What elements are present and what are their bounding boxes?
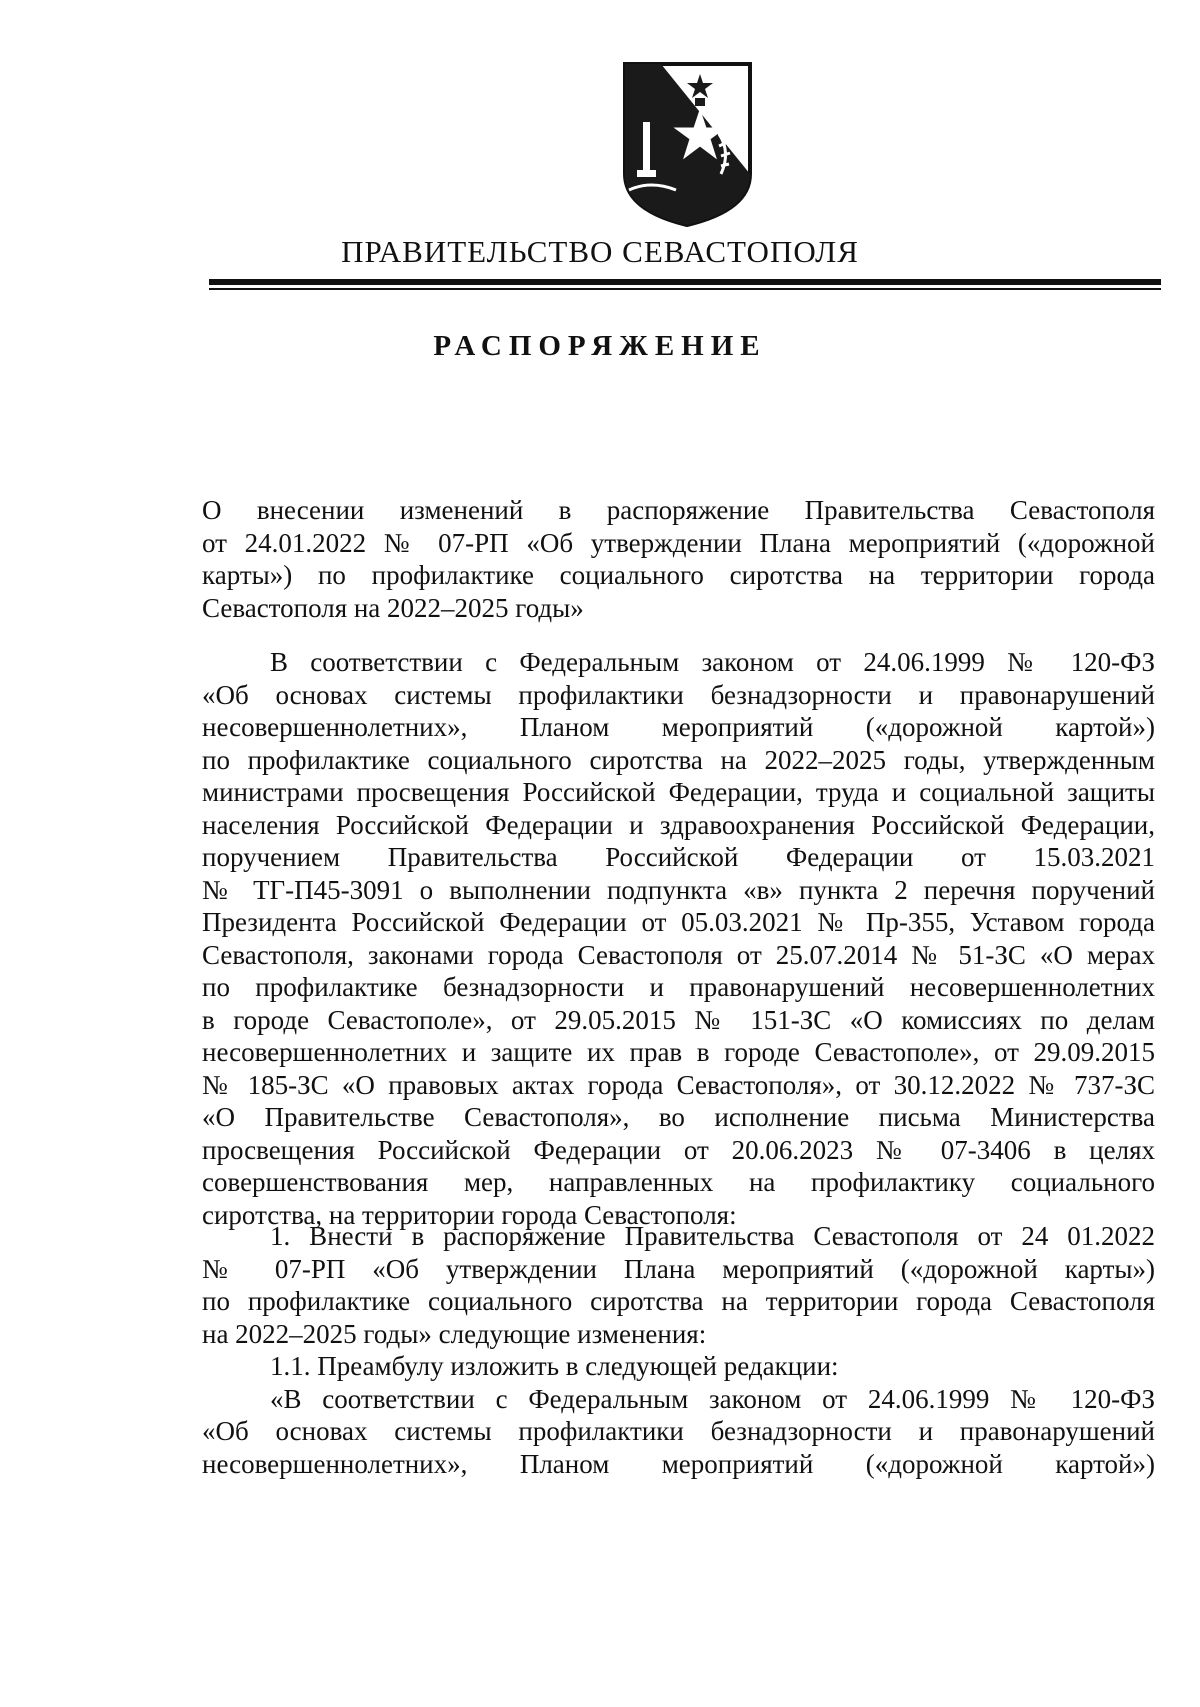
- item-line: на 2022–2025 годы» следующие изменения:: [202, 1318, 707, 1349]
- preamble-line: министрами просвещения Российской Федерации, труда и социальной защиты: [202, 777, 1155, 807]
- preamble-line: № ТГ-П45-3091 о выполнении подпункта «в» пункта 2 перечня поручений: [202, 874, 1155, 905]
- item-line: «В соответствии с Федеральным законом от 24.06.1999 № 120-ФЗ: [270, 1383, 1155, 1414]
- coat-of-arms-icon: [621, 62, 754, 227]
- preamble-line: совершенствования мер, направленных на профилактику социального: [202, 1167, 1155, 1197]
- preamble-line: по профилактике социального сиротства на 2022–2025 годы, утвержденным: [202, 744, 1155, 775]
- preamble-line: В соответствии с Федеральным законом от 24.06.1999 № 120-ФЗ: [270, 647, 1155, 677]
- document-title: [202, 494, 1155, 624]
- title-line: Севастополя на 2022–2025 годы»: [202, 592, 584, 623]
- item-line: по профилактике социального сиротства на территории города Севастополя: [202, 1286, 1155, 1316]
- preamble-line: «О Правительстве Севастополя», во исполнение письма Министерства: [202, 1102, 1155, 1132]
- preamble-paragraph: [202, 646, 1155, 1231]
- preamble-line: по профилактике безнадзорности и правонарушений несовершеннолетних: [202, 972, 1155, 1002]
- item-line: «Об основах системы профилактики безнадзорности и правонарушений: [202, 1416, 1155, 1446]
- item-line: 1. Внести в распоряжение Правительства Севастополя от 24 01.2022: [270, 1221, 1155, 1251]
- preamble-line: просвещения Российской Федерации от 20.06.2023 № 07-3406 в целях: [202, 1134, 1155, 1165]
- organization-title: ПРАВИТЕЛЬСТВО СЕВАСТОПОЛЯ: [341, 234, 859, 269]
- item-line: № 07-РП «Об утверждении Плана мероприятий («дорожной карты»): [202, 1253, 1155, 1284]
- preamble-line: населения Российской Федерации и здравоохранения Российской Федерации,: [202, 809, 1155, 840]
- document-type-heading: РАСПОРЯЖЕНИЕ: [433, 330, 767, 362]
- preamble-line: поручением Правительства Российской Федерации от 15.03.2021: [202, 842, 1155, 872]
- title-line: от 24.01.2022 № 07-РП «Об утверждении Плана мероприятий («дорожной: [202, 527, 1155, 558]
- header-rule-thin: [209, 288, 1161, 290]
- preamble-line: Севастополя, законами города Севастополя от 25.07.2014 № 51-ЗС «О мерах: [202, 939, 1155, 970]
- header-rule-thick: [209, 279, 1161, 285]
- preamble-line: в городе Севастополе», от 29.05.2015 № 151-ЗС «О комиссиях по делам: [202, 1004, 1155, 1035]
- preamble-line: Президента Российской Федерации от 05.03.2021 № Пр-355, Уставом города: [202, 907, 1155, 937]
- item-1-paragraph: [202, 1220, 1155, 1480]
- title-line: карты») по профилактике социального сиротства на территории города: [202, 560, 1155, 590]
- preamble-line: несовершеннолетних и защите их прав в городе Севастополе», от 29.09.2015: [202, 1037, 1155, 1067]
- item-line: несовершеннолетних», Планом мероприятий («дорожной картой»): [202, 1448, 1155, 1479]
- item-line: 1.1. Преамбулу изложить в следующей редакции:: [270, 1351, 839, 1381]
- preamble-line: «Об основах системы профилактики безнадзорности и правонарушений: [202, 679, 1155, 710]
- title-line: О внесении изменений в распоряжение Правительства Севастополя: [202, 495, 1155, 525]
- preamble-line: № 185-ЗС «О правовых актах города Севастополя», от 30.12.2022 № 737-ЗС: [202, 1069, 1155, 1100]
- preamble-line: сиротства, на территории города Севастополя:: [202, 1199, 737, 1230]
- preamble-line: несовершеннолетних», Планом мероприятий («дорожной картой»): [202, 712, 1155, 742]
